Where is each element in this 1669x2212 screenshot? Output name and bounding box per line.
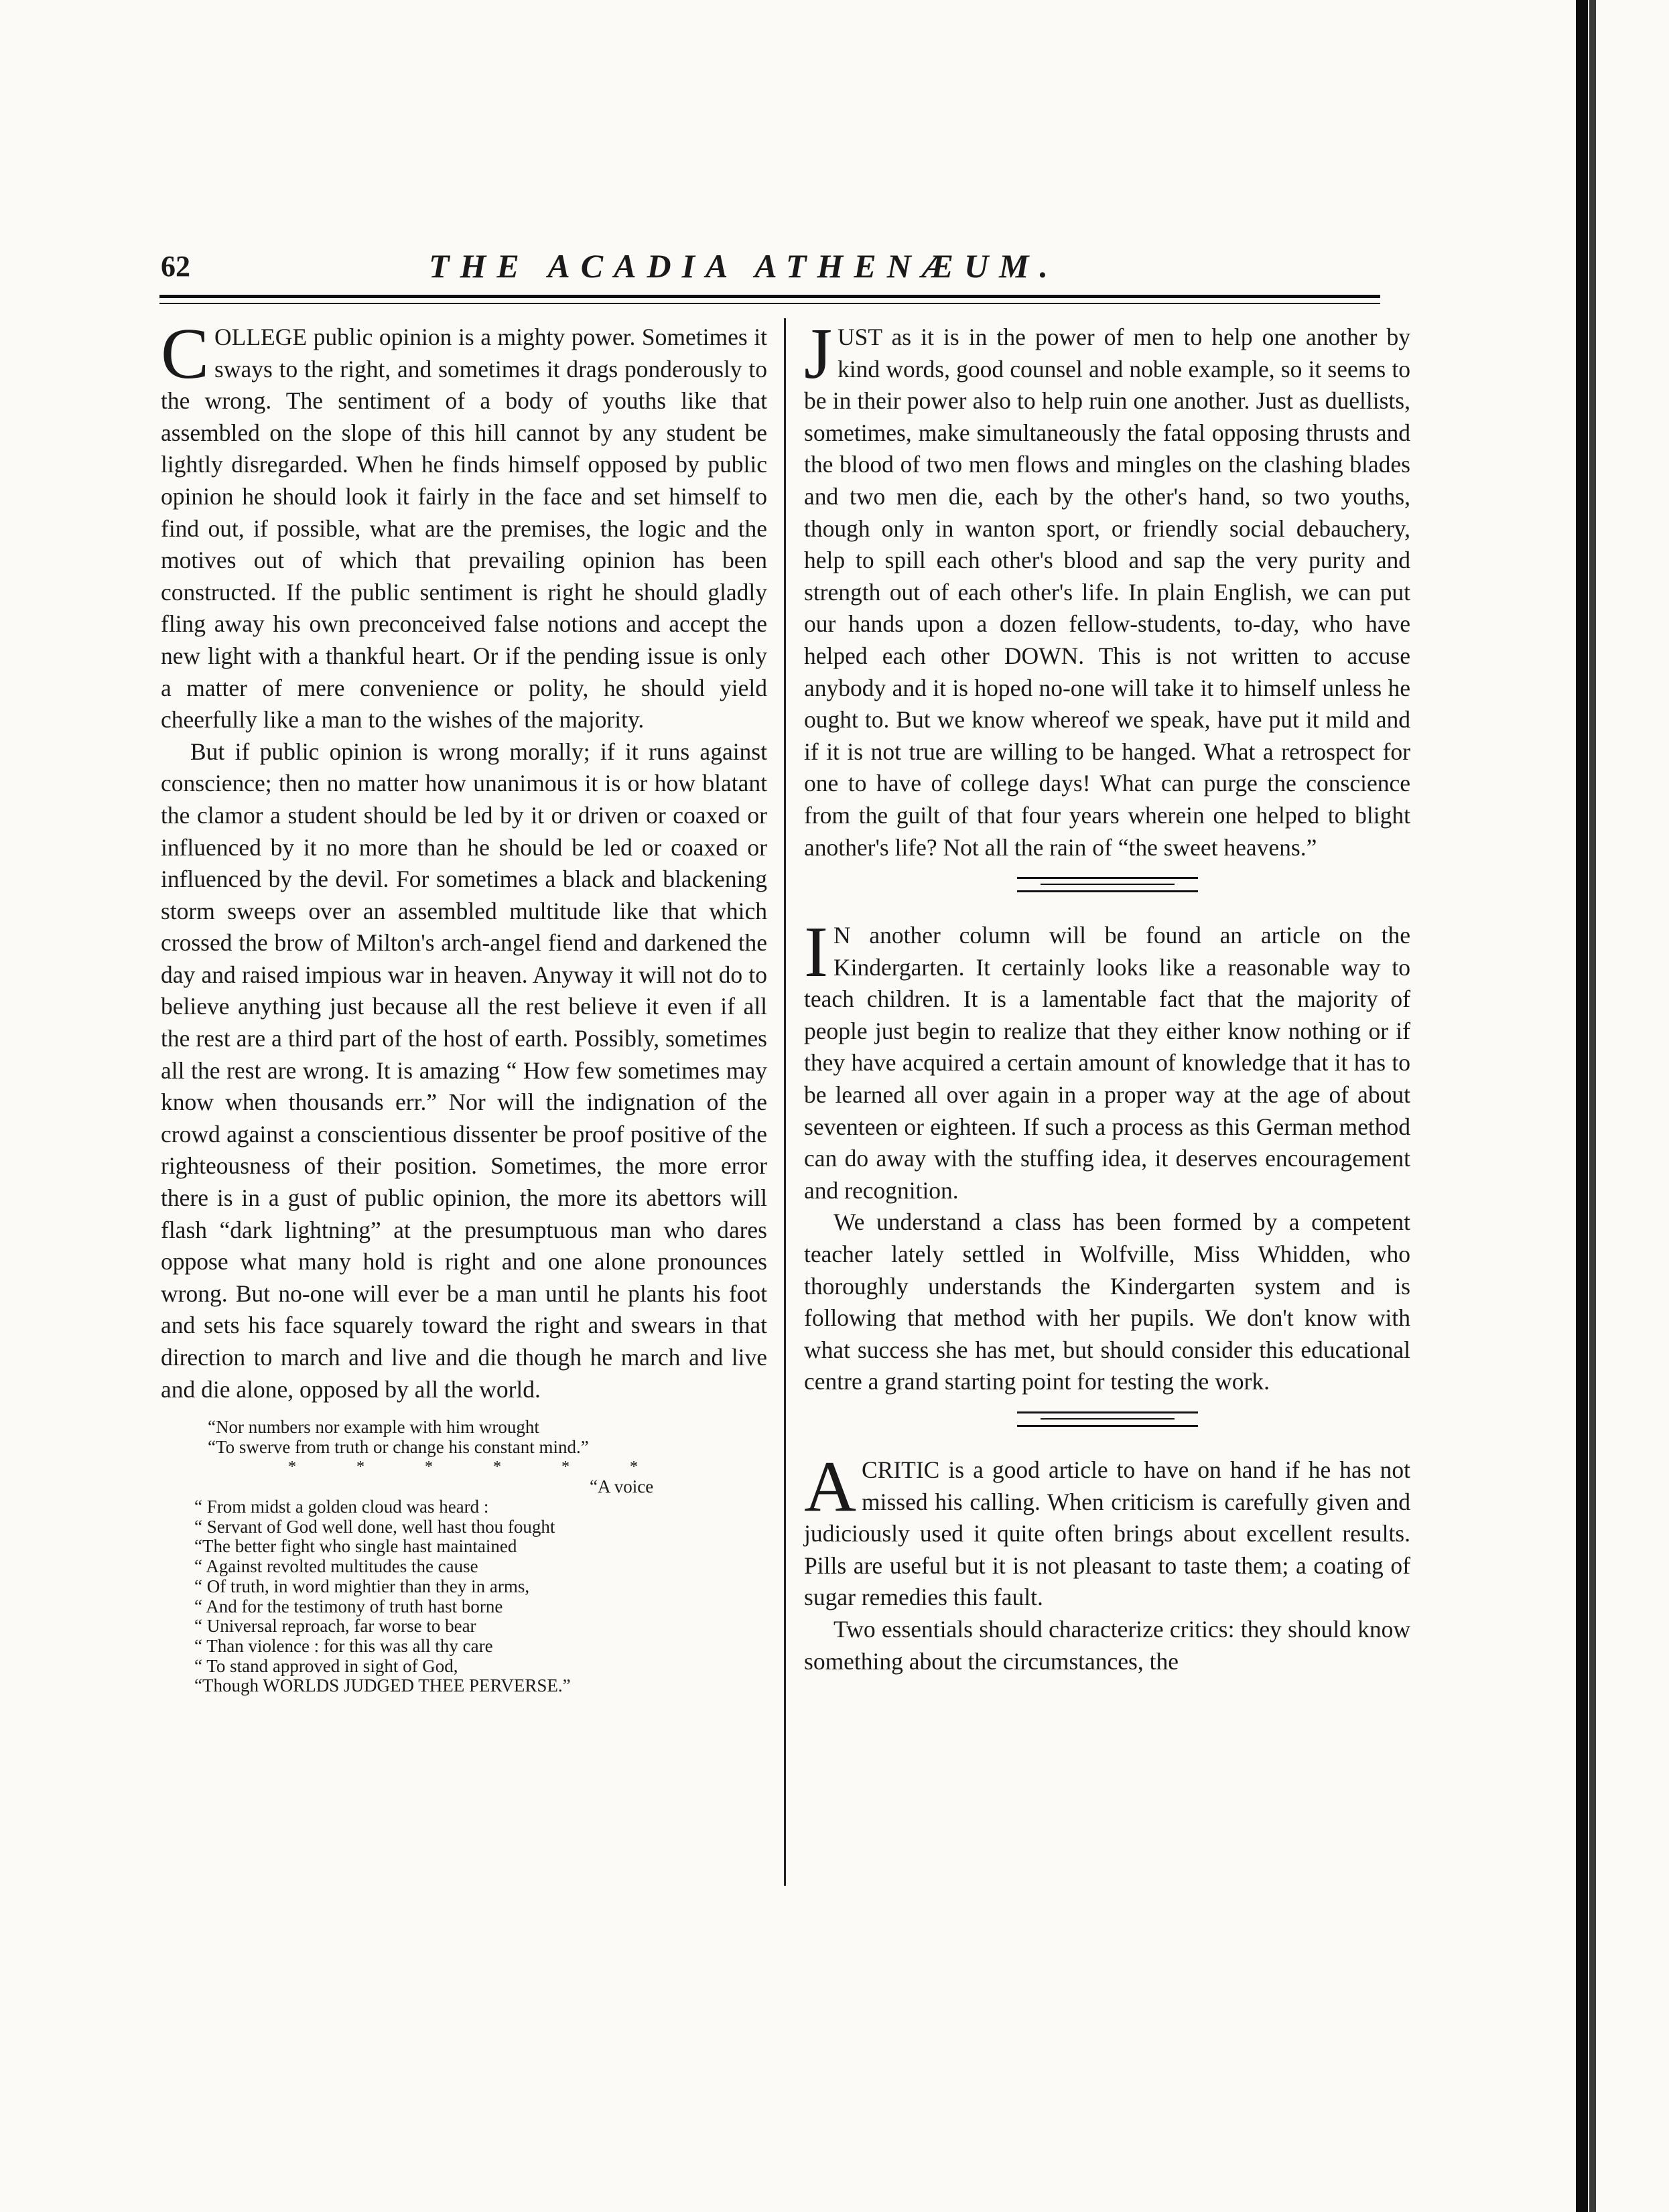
drop-cap: J <box>804 314 833 394</box>
poem-line: “The better fight who single hast maintained <box>194 1536 517 1557</box>
poem-line: “ Servant of God well done, well hast thou fought <box>194 1516 555 1537</box>
section-separator <box>804 870 1410 902</box>
paragraph-text: N another column will be found an article on the Kindergarten. It certainly looks like a reasonable way to teach children. It is a lamentable fact that the majority of people just begin to realize that they either know nothing or if they have acquired a certain amount of knowledge that it has to be learned all over again in a proper way at the age of about seventeen or eighteen. If such a process as this German method can do away with the stuffing idea, it deserves encouragement and recognition. <box>804 922 1410 1204</box>
editorial-critic-p1 <box>804 1447 1410 1614</box>
poem-line: “To swerve from truth or change his constant mind.” <box>208 1436 589 1457</box>
editorial-public-opinion-p1 <box>161 314 767 736</box>
editorial-kindergarten-p1 <box>804 912 1410 1206</box>
poem-line: “ Against revolted multitudes the cause <box>194 1556 478 1577</box>
poem-line: “ And for the testimony of truth hast borne <box>194 1596 503 1616</box>
poem-line: “ Of truth, in word mightier than they in arms, <box>194 1576 530 1596</box>
binding-edge <box>1576 0 1588 2212</box>
column-divider <box>784 318 786 1886</box>
poem-line: “Though WORLDS JUDGED THEE PERVERSE.” <box>194 1675 571 1696</box>
drop-cap: C <box>161 314 210 394</box>
running-title: THE ACADIA ATHENÆUM. <box>429 247 1059 285</box>
header-rule-thin <box>159 303 1380 304</box>
section-separator <box>804 1405 1410 1437</box>
editorial-public-opinion-p2: But if public opinion is wrong morally; if it runs against conscience; then no matter how unanimous it is or how blatant the clamor a student should be led by it or driven or coaxed or influenced by it no more than he should be led or coaxed or influenced by the devil. For sometimes a black and blackening storm sweeps over an assembled multitude like that which crossed the brow of Milton's arch-angel fiend and darkened the day and raised impious war in heaven. Anyway it will not do to believe anything just because all the rest believe it even if all the rest are a third part of the host of earth. Possibly, sometimes all the rest are wrong. It is amazing “ How few sometimes may know when thousands err.” Nor will the indignation of the crowd against a conscientious dissenter be proof positive of the righteousness of their position. Sometimes, the more error there is in a gust of public opinion, the more its abettors will flash “dark lightning” at the presumptuous man who dares oppose what many hold is right and one alone pronounces wrong. But no-one will ever be a man until he plants his foot and sets his face squarely toward the right and swears in that direction to march and live and die though he march and live and die alone, opposed by all the world. <box>161 738 767 1403</box>
poem-line: “ Universal reproach, far worse to bear <box>194 1616 476 1637</box>
right-column <box>804 314 1410 1677</box>
page-number: 62 <box>161 250 190 283</box>
editorial-help-one-another <box>804 314 1410 863</box>
poem-line: “A voice <box>590 1476 654 1497</box>
paragraph-text: CRITIC is a good article to have on hand if he has not missed his calling. When criticism is carefully given and judiciously used it quite often brings about excellent results. Pills are useful but it is not pleasant to taste them; a coating of sugar remedies this fault. <box>804 1456 1410 1611</box>
editorial-critic-p2: Two essentials should characterize critics: they should know something about the circumstances, the <box>804 1615 1410 1675</box>
poem-line: “Nor numbers nor example with him wrought <box>208 1417 539 1438</box>
paragraph-text: UST as it is in the power of men to help one another by kind words, good counsel and noble example, so it seems to be in their power also to help ruin one another. Just as duellists, sometimes, make simultaneously the fatal opposing thrusts and the blood of two men flows and mingles on the clashing blades and two men die, each by the other's hand, so two youths, though only in wanton sport, or friendly social debauchery, help to spill each other's blood and sap the very purity and strength out of each other's life. In plain English, we can put our hands upon a dozen fellow-students, to-day, who have helped each other DOWN. This is not written to accuse anybody and it is hoped no-one will take it to himself unless he ought to. But we know whereof we speak, have put it mild and if it is not true are willing to be hanged. What a retrospect for one to have of college days! What can purge the conscience from the guilt of that four years wherein one helped to blight another's life? Not all the rain of “the sweet heavens.” <box>804 324 1410 861</box>
binding-shadow <box>1589 0 1596 2212</box>
drop-cap: I <box>804 912 828 993</box>
poem-line: “ Than violence : for this was all thy care <box>194 1635 493 1656</box>
drop-cap: A <box>804 1447 856 1527</box>
poem-line: “ To stand approved in sight of God, <box>194 1655 458 1676</box>
header-rule <box>159 295 1380 298</box>
poem-quotation <box>161 1418 767 1696</box>
paragraph-text: OLLEGE public opinion is a mighty power. Sometimes it sways to the right, and sometimes it drags ponderously to the wrong. The sentiment of a body of youths like that assembled on the slope of this hill cannot by any student be lightly disregarded. When he finds himself opposed by public opinion he should look it fairly in the face and set himself to find out, if possible, what are the premises, the logic and the motives out of which that prevailing opinion has been constructed. If the public sentiment is right he should gladly fling away his own preconceived false notions and accept the new light with a thankful heart. Or if the pending issue is only a matter of mere convenience or polity, he should yield cheerfully like a man to the wishes of the majority. <box>161 324 767 734</box>
poem-line: “ From midst a golden cloud was heard : <box>194 1497 489 1517</box>
poem-ellipsis-stars: * * * * * * <box>288 1458 666 1476</box>
editorial-kindergarten-p2: We understand a class has been formed by a competent teacher lately settled in Wolfville, Miss Whidden, who thoroughly understands the Kindergarten system and is following that method with her pupils. We don't know with what success she has met, but should consider this educational centre a grand starting point for testing the work. <box>804 1208 1410 1395</box>
left-column <box>161 314 767 1696</box>
